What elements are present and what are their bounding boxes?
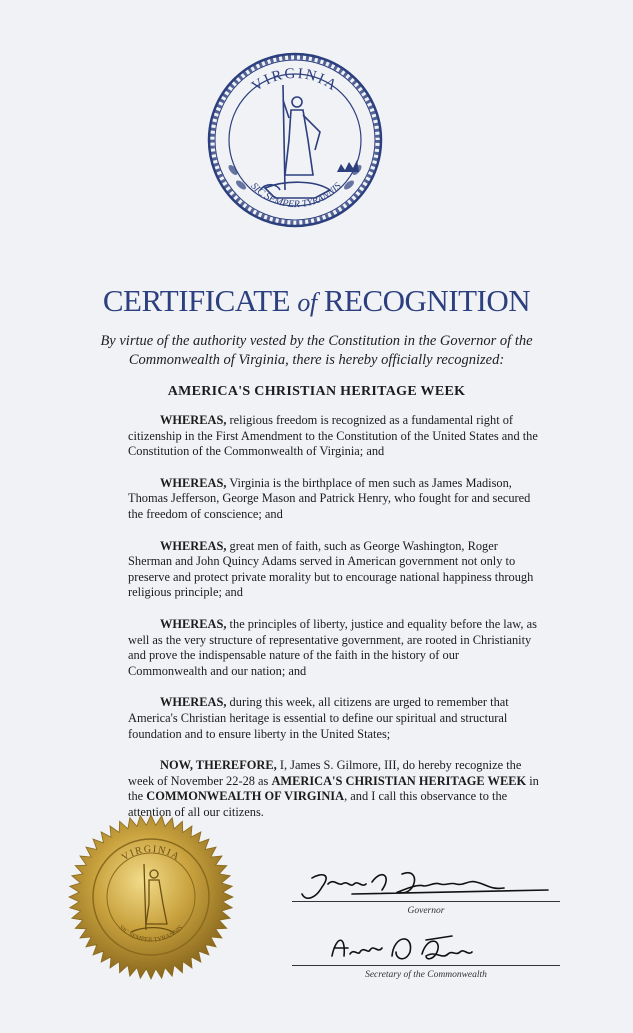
- seal-text-top: VIRGINIA: [249, 65, 341, 95]
- whereas-paragraph: [128, 695, 540, 742]
- gold-seal-text-top: VIRGINIA: [119, 843, 183, 864]
- whereas-paragraph: [128, 413, 540, 460]
- closing-paragraph: NOW, THEREFORE, I, James S. Gilmore, III, do hereby recognize the week of November 22-28 as AMERICA'S CHRISTIAN HERITAGE WEEK in the COMMONWEALTH OF VIRGINIA, and I call this observance to the attention of all our citizens.: [128, 758, 539, 819]
- whereas-lead: WHEREAS,: [160, 695, 227, 710]
- title-part-certificate: CERTIFICATE: [102, 283, 298, 318]
- virtus-figure: [260, 85, 330, 198]
- governor-signature-block: [292, 862, 560, 916]
- whereas-lead: WHEREAS,: [160, 616, 227, 631]
- intro-line-1: By virtue of the authority vested by the Constitution in the Governor of the: [100, 333, 533, 349]
- whereas-text: great men of faith, such as George Washington, Roger Sherman and John Quincy Adams served in American government not only to preserve and protect private morality but to encourage national happiness through religious principle; and: [128, 538, 534, 600]
- governor-signature: [292, 862, 560, 912]
- whereas-text: the principles of liberty, justice and equality before the law, as well as the very structure of representative government, are rooted in Christianity and prove the indispensable nature of the faith in the history of our Commonwealth and our nation; and: [128, 616, 537, 678]
- title-part-recognition: RECOGNITION: [316, 283, 531, 318]
- seal-text-bottom: SIC SEMPER TYRANNIS: [248, 180, 344, 211]
- recognition-heading: AMERICA'S CHRISTIAN HERITAGE WEEK: [167, 384, 466, 399]
- virginia-seal-gold: [66, 812, 236, 982]
- whereas-paragraph: [128, 617, 540, 679]
- intro-line-2: Commonwealth of Virginia, there is hereby officially recognized:: [128, 352, 505, 368]
- secretary-signature: [292, 926, 560, 976]
- gold-seal-text-bottom: SIC SEMPER TYRANNIS: [117, 924, 185, 944]
- secretary-signature-line: [292, 965, 560, 966]
- governor-signature-line: [292, 901, 560, 902]
- whereas-text: Virginia is the birthplace of men such as James Madison, Thomas Jefferson, George Mason and Patrick Henry, who fought for and secured the freedom of conscience; and: [128, 475, 531, 521]
- whereas-lead: WHEREAS,: [160, 538, 227, 553]
- intro-statement: [70, 332, 563, 370]
- secretary-signature-block: [292, 926, 560, 980]
- closing-lead: NOW, THEREFORE,: [160, 758, 277, 773]
- secretary-caption: Secretary of the Commonwealth: [365, 970, 487, 980]
- whereas-lead: WHEREAS,: [160, 475, 227, 490]
- whereas-paragraph: [128, 539, 540, 601]
- virginia-seal-blue: [205, 40, 385, 240]
- whereas-clauses: [128, 413, 540, 836]
- governor-caption: Governor: [407, 906, 445, 916]
- whereas-lead: WHEREAS,: [160, 413, 227, 427]
- whereas-paragraph: [128, 476, 540, 523]
- title-part-of: of: [297, 288, 317, 317]
- whereas-text: religious freedom is recognized as a fundamental right of citizenship in the First Amendment to the Constitution of the United States and the Constitution of the Commonwealth of Virginia; and: [128, 413, 538, 459]
- certificate-title: [0, 283, 633, 319]
- whereas-text: during this week, all citizens are urged to remember that America's Christian heritage is essential to define our spiritual and structural foundation and to ensure liberty in the United States;: [128, 695, 509, 741]
